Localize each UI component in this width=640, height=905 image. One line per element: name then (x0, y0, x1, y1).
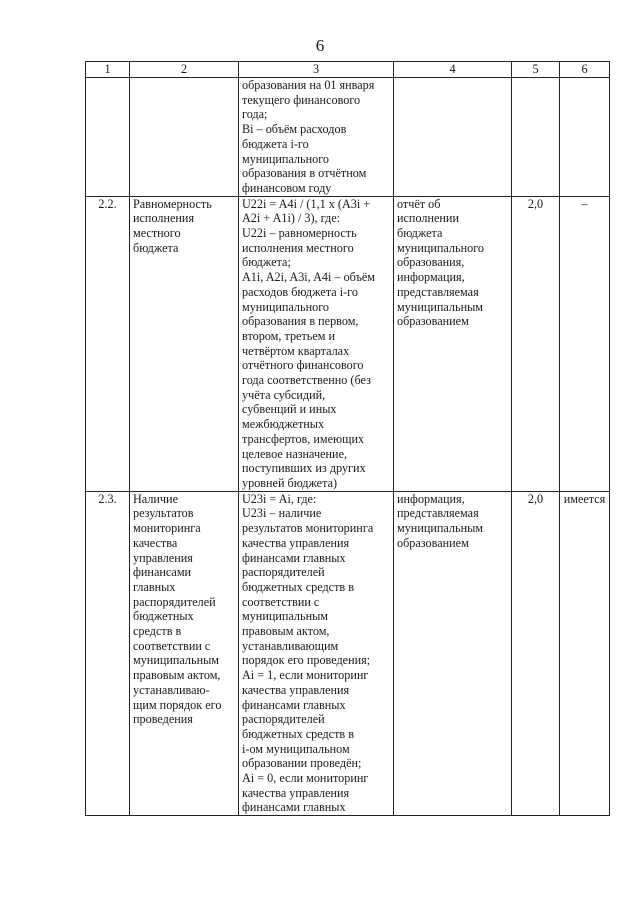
cell-text-line: муниципального (397, 240, 484, 255)
cell-text-line: поступивших из других (242, 461, 366, 476)
indicator-table (85, 61, 610, 816)
cell-text-line: образования в отчётном (242, 166, 367, 181)
cell-text-line: образованием (397, 314, 469, 329)
cell-text-line: информация, (397, 270, 465, 285)
cell-text-line: финансами главных (242, 800, 346, 815)
cell-text-line: правовым актом, (133, 668, 221, 683)
cell-text-line: уровней бюджета) (242, 475, 338, 490)
cell-text-line: качества управления (242, 682, 350, 697)
cell-text-line: распорядителей (242, 712, 325, 727)
cell-text-line: трансфертов, имеющих (242, 431, 365, 446)
cell-text-line: образованием (397, 535, 469, 550)
cell-text-line: образовании проведён; (242, 756, 362, 771)
cell-text-line: проведения (133, 712, 193, 727)
cell-text-line: муниципальным (242, 609, 328, 624)
cell-text-line: муниципальным (133, 653, 219, 668)
cell-indicator-name (130, 196, 239, 491)
cell-text-line: A1i, A2i, A3i, A4i – объём (242, 270, 375, 285)
cell-text-line: местного (133, 226, 181, 241)
cell-value (560, 491, 610, 815)
cell-text-line: бюджета (397, 226, 443, 241)
cell-text-line: года соответственно (без (242, 373, 371, 388)
cell-text-line: Ai = 0, если мониторинг (242, 771, 369, 786)
cell-text-line: Ai = 1, если мониторинг (242, 668, 369, 683)
table-header-row (86, 62, 610, 78)
cell-text: 2.2. (98, 196, 117, 211)
cell-text-line: муниципальным (397, 299, 483, 314)
cell-text-line: года; (242, 107, 268, 122)
cell-number (86, 196, 130, 491)
cell-text-line: U22i – равномерность (242, 226, 357, 241)
cell-text-line: межбюджетных (242, 417, 325, 432)
cell-formula (239, 78, 394, 197)
cell-text-line: распорядителей (242, 565, 325, 580)
cell-text-line: распорядителей (133, 594, 216, 609)
cell-number (86, 491, 130, 815)
cell-text-line: U23i = Ai, где: (242, 491, 317, 506)
cell-text-line: порядок его проведения; (242, 653, 371, 668)
cell-text-line: мониторинга (133, 521, 201, 536)
cell-text-line: бюджета (133, 240, 179, 255)
cell-text-line: муниципальным (397, 521, 483, 536)
cell-text-line: Наличие (133, 491, 178, 506)
cell-text-line: муниципального (242, 299, 329, 314)
cell-text-line: бюджетных средств в (242, 579, 354, 594)
cell-text-line: управления (133, 550, 193, 565)
cell-text-line: качества (133, 535, 178, 550)
column-header: 2 (130, 62, 239, 78)
column-header: 4 (394, 62, 512, 78)
cell-text-line: бюджета i-го (242, 136, 309, 151)
cell-text-line: правовым актом, (242, 624, 330, 639)
cell-text-line: четвёртом кварталах (242, 343, 350, 358)
cell-text: 2,0 (527, 491, 544, 506)
cell-text-line: субвенций и иных (242, 402, 337, 417)
column-header: 6 (560, 62, 610, 78)
cell-text-line: исполнения (133, 211, 195, 226)
cell-text: 2,0 (527, 196, 544, 211)
cell-text: – (581, 196, 588, 211)
cell-text-line: результатов мониторинга (242, 521, 374, 536)
cell-text-line: устанавливающим (242, 638, 339, 653)
cell-text-line: результатов (133, 506, 194, 521)
cell-source (394, 491, 512, 815)
cell-source (394, 78, 512, 197)
cell-weight (512, 78, 560, 197)
cell-text-line: качества управления (242, 535, 350, 550)
cell-text-line: исполнения местного (242, 240, 354, 255)
cell-text-line: финансами главных (242, 697, 346, 712)
column-header: 1 (86, 62, 130, 78)
cell-text-line: расходов бюджета i-го (242, 284, 358, 299)
cell-text-line: U22i = A4i / (1,1 x (A3i + (242, 196, 371, 211)
cell-text-line: отчёт об (397, 196, 441, 211)
column-header: 3 (239, 62, 394, 78)
cell-text-line: муниципального (242, 151, 329, 166)
cell-text-line: исполнении (397, 211, 459, 226)
cell-indicator-name (130, 491, 239, 815)
cell-text-line: качества управления (242, 785, 350, 800)
cell-text-line: образования на 01 января (242, 78, 375, 92)
cell-indicator-name (130, 78, 239, 197)
cell-value (560, 196, 610, 491)
cell-formula (239, 196, 394, 491)
cell-text-line: текущего финансового (242, 92, 361, 107)
cell-text-line: представляемая (397, 284, 479, 299)
cell-text-line: U23i – наличие (242, 506, 322, 521)
cell-text-line: представляемая (397, 506, 479, 521)
cell-text-line: главных (133, 579, 176, 594)
cell-text: 2.3. (98, 491, 117, 506)
cell-text-line: средств в (133, 624, 182, 639)
column-header: 5 (512, 62, 560, 78)
cell-text-line: щим порядок его (133, 697, 222, 712)
cell-text-line: образования, (397, 255, 465, 270)
cell-text-line: бюджета; (242, 255, 291, 270)
cell-text-line: соответствии с (242, 594, 320, 609)
cell-source (394, 196, 512, 491)
table-row (86, 196, 610, 491)
cell-number (86, 78, 130, 197)
cell-text-line: бюджетных (133, 609, 194, 624)
cell-text-line: учёта субсидий, (242, 387, 326, 402)
cell-text-line: соответствии с (133, 638, 211, 653)
table-row (86, 78, 610, 197)
cell-text-line: финансами (133, 565, 192, 580)
cell-value (560, 78, 610, 197)
table-row (86, 491, 610, 815)
cell-weight (512, 196, 560, 491)
cell-text-line: устанавливаю- (133, 682, 210, 697)
cell-text-line: образования в первом, (242, 314, 359, 329)
cell-text-line: целевое назначение, (242, 446, 348, 461)
cell-text-line: финансами главных (242, 550, 346, 565)
cell-weight (512, 491, 560, 815)
cell-text-line: финансовом году (242, 180, 332, 195)
cell-text-line: бюджетных средств в (242, 726, 354, 741)
cell-text-line: втором, третьем и (242, 328, 336, 343)
cell-text-line: i-ом муниципальном (242, 741, 350, 756)
cell-text-line: Bi – объём расходов (242, 122, 347, 137)
cell-text-line: Равномерность (133, 196, 212, 211)
page-number: 6 (315, 36, 325, 55)
cell-text-line: отчётного финансового (242, 358, 364, 373)
cell-formula (239, 491, 394, 815)
cell-text-line: информация, (397, 491, 465, 506)
cell-text-line: A2i + A1i) / 3), где: (242, 211, 341, 226)
cell-text: имеется (563, 491, 606, 506)
